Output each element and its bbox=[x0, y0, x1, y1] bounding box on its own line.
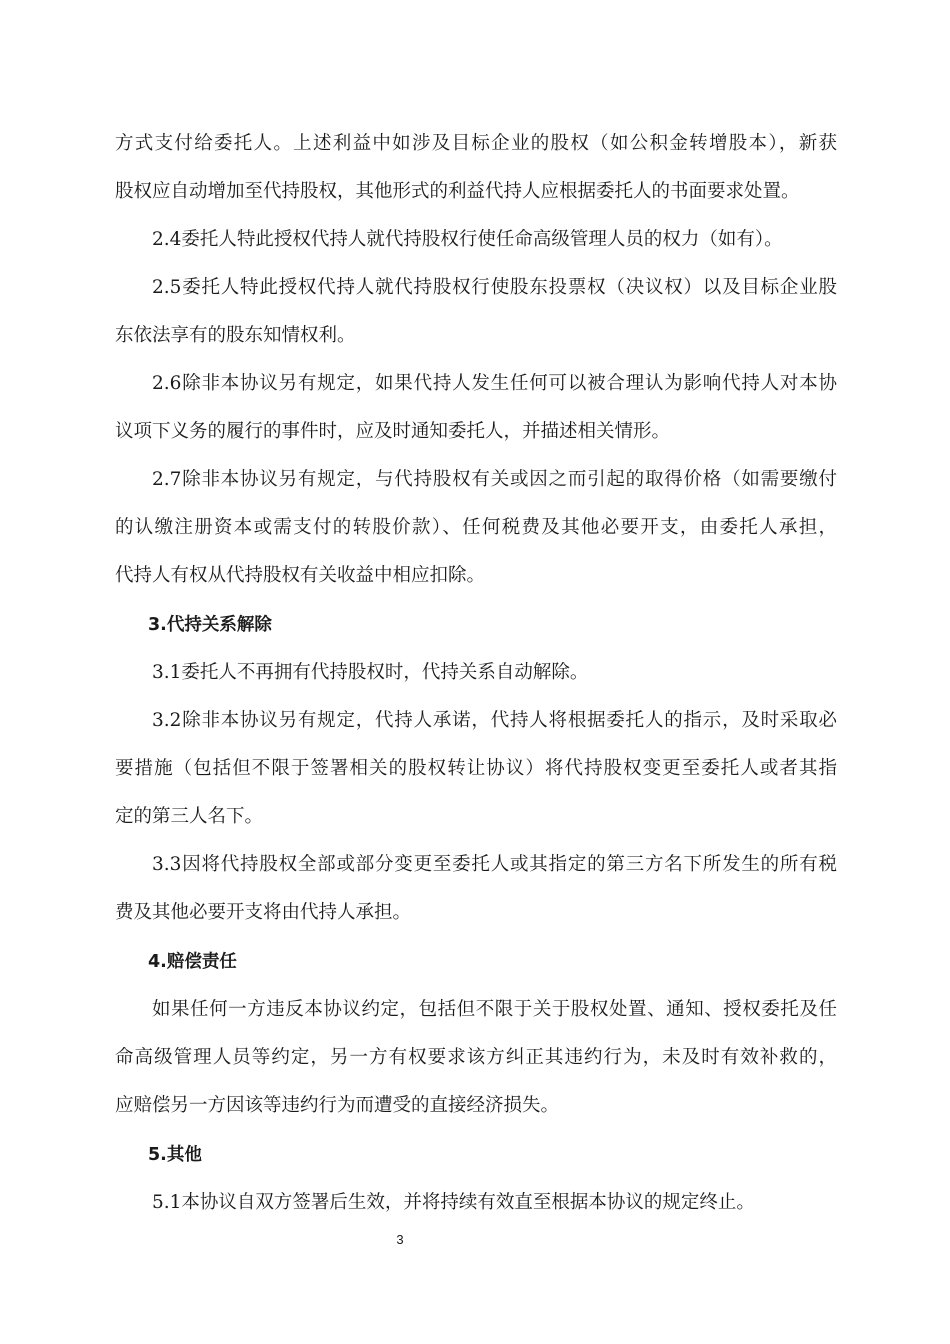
text-line: 命高级管理人员等约定，另一方有权要求该方纠正其违约行为，未及时有效补救的， bbox=[115, 1047, 837, 1068]
text-line: 3.1委托人不再拥有代持股权时，代持关系自动解除。 bbox=[152, 662, 589, 683]
heading-text: 3.代持关系解除 bbox=[148, 615, 272, 635]
paragraph bbox=[115, 697, 837, 841]
text-line: 定的第三人名下。 bbox=[115, 806, 264, 827]
text-line: 5.1本协议自双方签署后生效，并将持续有效直至根据本协议的规定终止。 bbox=[152, 1192, 755, 1213]
text-line: 2.4委托人特此授权代持人就代持股权行使任命高级管理人员的权力（如有）。 bbox=[152, 229, 783, 250]
text-line: 代持人有权从代持股权有关收益中相应扣除。 bbox=[115, 565, 486, 586]
section-heading bbox=[115, 601, 837, 649]
paragraph bbox=[115, 986, 837, 1130]
document-body bbox=[115, 120, 837, 1227]
paragraph bbox=[115, 120, 837, 216]
page-number: 3 bbox=[396, 1232, 404, 1247]
text-line: 东依法享有的股东知情权利。 bbox=[115, 325, 356, 346]
text-line: 3.3因将代持股权全部或部分变更至委托人或其指定的第三方名下所发生的所有税 bbox=[152, 854, 837, 875]
text-line: 方式支付给委托人。上述利益中如涉及目标企业的股权（如公积金转增股本），新获 bbox=[115, 133, 837, 154]
section-heading bbox=[115, 1131, 837, 1179]
text-line: 的认缴注册资本或需支付的转股价款）、任何税费及其他必要开支，由委托人承担， bbox=[115, 517, 837, 538]
text-line: 如果任何一方违反本协议约定，包括但不限于关于股权处置、通知、授权委托及任 bbox=[152, 999, 837, 1020]
text-line: 2.5委托人特此授权代持人就代持股权行使股东投票权（决议权）以及目标企业股 bbox=[152, 277, 837, 298]
paragraph bbox=[115, 264, 837, 360]
text-line: 2.7除非本协议另有规定，与代持股权有关或因之而引起的取得价格（如需要缴付 bbox=[152, 469, 837, 490]
text-line: 应赔偿另一方因该等违约行为而遭受的直接经济损失。 bbox=[115, 1095, 560, 1116]
heading-text: 5.其他 bbox=[148, 1145, 202, 1165]
paragraph bbox=[115, 216, 837, 264]
text-line: 费及其他必要开支将由代持人承担。 bbox=[115, 902, 412, 923]
paragraph bbox=[115, 456, 837, 600]
paragraph bbox=[115, 1179, 837, 1227]
text-line: 股权应自动增加至代持股权，其他形式的利益代持人应根据委托人的书面要求处置。 bbox=[115, 181, 800, 202]
paragraph bbox=[115, 360, 837, 456]
text-line: 要措施（包括但不限于签署相关的股权转让协议）将代持股权变更至委托人或者其指 bbox=[115, 758, 837, 779]
text-line: 2.6除非本协议另有规定，如果代持人发生任何可以被合理认为影响代持人对本协 bbox=[152, 373, 837, 394]
heading-text: 4.赔偿责任 bbox=[148, 952, 237, 972]
section-heading bbox=[115, 938, 837, 986]
text-line: 议项下义务的履行的事件时，应及时通知委托人，并描述相关情形。 bbox=[115, 421, 671, 442]
paragraph bbox=[115, 649, 837, 697]
paragraph bbox=[115, 841, 837, 937]
text-line: 3.2除非本协议另有规定，代持人承诺，代持人将根据委托人的指示，及时采取必 bbox=[152, 710, 837, 731]
